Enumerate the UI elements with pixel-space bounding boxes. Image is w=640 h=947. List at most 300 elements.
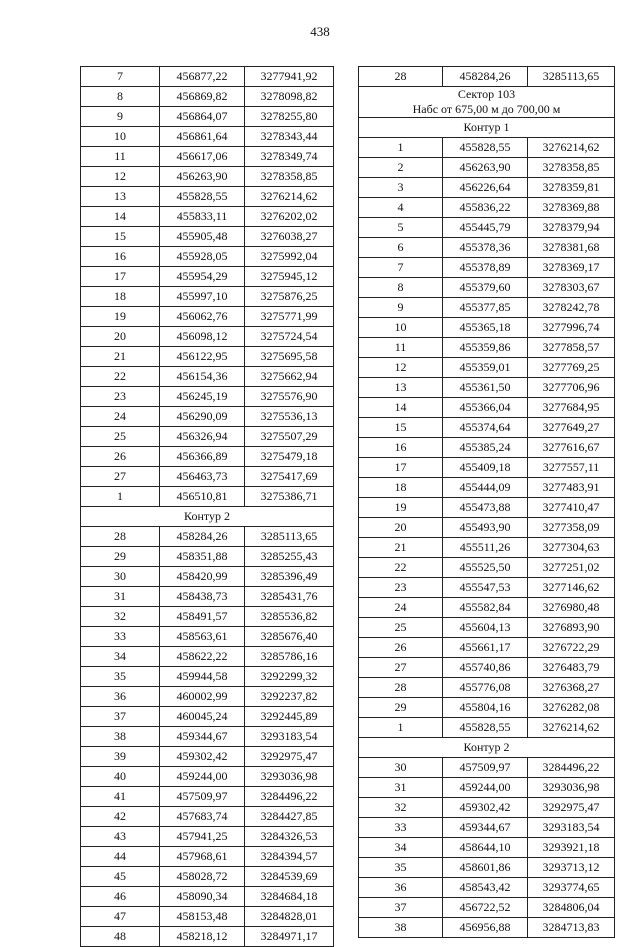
table-row bbox=[81, 767, 334, 787]
table-body-right bbox=[359, 67, 615, 938]
point-number-cell: 14 bbox=[359, 398, 443, 418]
point-number-cell: 21 bbox=[359, 538, 443, 558]
y-coordinate-cell: 3292975,47 bbox=[528, 798, 615, 818]
y-coordinate-cell: 3285396,49 bbox=[245, 567, 334, 587]
y-coordinate-cell: 3285786,16 bbox=[245, 647, 334, 667]
table-row bbox=[359, 878, 615, 898]
table-row bbox=[81, 327, 334, 347]
table-row bbox=[359, 138, 615, 158]
x-coordinate-cell: 456869,82 bbox=[160, 87, 245, 107]
x-coordinate-cell: 456877,22 bbox=[160, 67, 245, 87]
table-row bbox=[359, 318, 615, 338]
point-number-cell: 33 bbox=[81, 627, 160, 647]
y-coordinate-cell: 3275386,71 bbox=[245, 487, 334, 507]
section-header bbox=[359, 118, 615, 138]
x-coordinate-cell: 458622,22 bbox=[160, 647, 245, 667]
x-coordinate-cell: 455377,85 bbox=[443, 298, 528, 318]
point-number-cell: 20 bbox=[359, 518, 443, 538]
table-row bbox=[81, 407, 334, 427]
y-coordinate-cell: 3278359,81 bbox=[528, 178, 615, 198]
table-row bbox=[359, 598, 615, 618]
table-row bbox=[81, 447, 334, 467]
table-row bbox=[359, 898, 615, 918]
point-number-cell: 29 bbox=[359, 698, 443, 718]
x-coordinate-cell: 458153,48 bbox=[160, 907, 245, 927]
x-coordinate-cell: 456098,12 bbox=[160, 327, 245, 347]
x-coordinate-cell: 455525,50 bbox=[443, 558, 528, 578]
point-number-cell: 47 bbox=[81, 907, 160, 927]
point-number-cell: 10 bbox=[359, 318, 443, 338]
point-number-cell: 38 bbox=[81, 727, 160, 747]
table-body-left bbox=[81, 67, 334, 947]
y-coordinate-cell: 3278303,67 bbox=[528, 278, 615, 298]
point-number-cell: 31 bbox=[81, 587, 160, 607]
x-coordinate-cell: 458420,99 bbox=[160, 567, 245, 587]
x-coordinate-cell: 455493,90 bbox=[443, 518, 528, 538]
table-row bbox=[81, 807, 334, 827]
y-coordinate-cell: 3277684,95 bbox=[528, 398, 615, 418]
x-coordinate-cell: 457968,61 bbox=[160, 847, 245, 867]
x-coordinate-cell: 456510,81 bbox=[160, 487, 245, 507]
point-number-cell: 23 bbox=[359, 578, 443, 598]
x-coordinate-cell: 458218,12 bbox=[160, 927, 245, 947]
y-coordinate-cell: 3284326,53 bbox=[245, 827, 334, 847]
y-coordinate-cell: 3276214,62 bbox=[245, 187, 334, 207]
x-coordinate-cell: 458284,26 bbox=[160, 527, 245, 547]
table-row bbox=[81, 687, 334, 707]
table-row bbox=[81, 287, 334, 307]
x-coordinate-cell: 455804,16 bbox=[443, 698, 528, 718]
y-coordinate-cell: 3275576,90 bbox=[245, 387, 334, 407]
x-coordinate-cell: 458028,72 bbox=[160, 867, 245, 887]
point-number-cell: 10 bbox=[81, 127, 160, 147]
table-row bbox=[359, 418, 615, 438]
point-number-cell: 32 bbox=[359, 798, 443, 818]
y-coordinate-cell: 3285676,40 bbox=[245, 627, 334, 647]
y-coordinate-cell: 3285113,65 bbox=[245, 527, 334, 547]
x-coordinate-cell: 455954,29 bbox=[160, 267, 245, 287]
x-coordinate-cell: 458644,10 bbox=[443, 838, 528, 858]
y-coordinate-cell: 3275662,94 bbox=[245, 367, 334, 387]
x-coordinate-cell: 456226,64 bbox=[443, 178, 528, 198]
x-coordinate-cell: 455378,89 bbox=[443, 258, 528, 278]
table-row bbox=[359, 378, 615, 398]
x-coordinate-cell: 455379,60 bbox=[443, 278, 528, 298]
y-coordinate-cell: 3293921,18 bbox=[528, 838, 615, 858]
point-number-cell: 1 bbox=[359, 138, 443, 158]
point-number-cell: 46 bbox=[81, 887, 160, 907]
section-header bbox=[81, 507, 334, 527]
y-coordinate-cell: 3284684,18 bbox=[245, 887, 334, 907]
point-number-cell: 11 bbox=[81, 147, 160, 167]
table-row bbox=[359, 618, 615, 638]
x-coordinate-cell: 455547,53 bbox=[443, 578, 528, 598]
x-coordinate-cell: 460045,24 bbox=[160, 707, 245, 727]
x-coordinate-cell: 459344,67 bbox=[160, 727, 245, 747]
x-coordinate-cell: 457509,97 bbox=[160, 787, 245, 807]
y-coordinate-cell: 3277769,25 bbox=[528, 358, 615, 378]
point-number-cell: 30 bbox=[359, 758, 443, 778]
point-number-cell: 27 bbox=[81, 467, 160, 487]
table-row bbox=[359, 758, 615, 778]
y-coordinate-cell: 3278343,44 bbox=[245, 127, 334, 147]
y-coordinate-cell: 3277649,27 bbox=[528, 418, 615, 438]
point-number-cell: 37 bbox=[81, 707, 160, 727]
point-number-cell: 18 bbox=[359, 478, 443, 498]
point-number-cell: 1 bbox=[81, 487, 160, 507]
y-coordinate-cell: 3293036,98 bbox=[245, 767, 334, 787]
section-header-line: Набс от 675,00 м до 700,00 м bbox=[412, 102, 561, 116]
coordinates-table-right bbox=[358, 66, 615, 938]
x-coordinate-cell: 455997,10 bbox=[160, 287, 245, 307]
x-coordinate-cell: 455836,22 bbox=[443, 198, 528, 218]
table-row bbox=[81, 147, 334, 167]
table-row bbox=[81, 727, 334, 747]
x-coordinate-cell: 459944,58 bbox=[160, 667, 245, 687]
table-row bbox=[359, 198, 615, 218]
table-row bbox=[359, 67, 615, 87]
y-coordinate-cell: 3275876,25 bbox=[245, 287, 334, 307]
y-coordinate-cell: 3277706,96 bbox=[528, 378, 615, 398]
y-coordinate-cell: 3293774,65 bbox=[528, 878, 615, 898]
table-row bbox=[81, 927, 334, 947]
y-coordinate-cell: 3292237,82 bbox=[245, 687, 334, 707]
table-row bbox=[81, 827, 334, 847]
x-coordinate-cell: 455473,88 bbox=[443, 498, 528, 518]
table-row bbox=[81, 247, 334, 267]
point-number-cell: 42 bbox=[81, 807, 160, 827]
y-coordinate-cell: 3277410,47 bbox=[528, 498, 615, 518]
table-row bbox=[359, 218, 615, 238]
x-coordinate-cell: 455374,64 bbox=[443, 418, 528, 438]
y-coordinate-cell: 3275417,69 bbox=[245, 467, 334, 487]
point-number-cell: 18 bbox=[81, 287, 160, 307]
x-coordinate-cell: 455928,05 bbox=[160, 247, 245, 267]
table-row bbox=[359, 538, 615, 558]
y-coordinate-cell: 3293183,54 bbox=[245, 727, 334, 747]
x-coordinate-cell: 459244,00 bbox=[443, 778, 528, 798]
x-coordinate-cell: 455365,18 bbox=[443, 318, 528, 338]
point-number-cell: 24 bbox=[359, 598, 443, 618]
y-coordinate-cell: 3293183,54 bbox=[528, 818, 615, 838]
y-coordinate-cell: 3285113,65 bbox=[528, 67, 615, 87]
x-coordinate-cell: 456062,76 bbox=[160, 307, 245, 327]
table-row bbox=[81, 167, 334, 187]
x-coordinate-cell: 458563,61 bbox=[160, 627, 245, 647]
y-coordinate-cell: 3284713,83 bbox=[528, 918, 615, 938]
point-number-cell: 17 bbox=[359, 458, 443, 478]
section-header bbox=[359, 738, 615, 758]
table-row bbox=[359, 778, 615, 798]
y-coordinate-cell: 3275695,58 bbox=[245, 347, 334, 367]
point-number-cell: 30 bbox=[81, 567, 160, 587]
y-coordinate-cell: 3276483,79 bbox=[528, 658, 615, 678]
point-number-cell: 8 bbox=[81, 87, 160, 107]
x-coordinate-cell: 456864,07 bbox=[160, 107, 245, 127]
table-row bbox=[81, 467, 334, 487]
point-number-cell: 20 bbox=[81, 327, 160, 347]
table-row bbox=[81, 207, 334, 227]
x-coordinate-cell: 455582,84 bbox=[443, 598, 528, 618]
x-coordinate-cell: 459244,00 bbox=[160, 767, 245, 787]
y-coordinate-cell: 3278358,85 bbox=[245, 167, 334, 187]
point-number-cell: 28 bbox=[81, 527, 160, 547]
x-coordinate-cell: 457941,25 bbox=[160, 827, 245, 847]
table-row bbox=[81, 647, 334, 667]
table-row bbox=[81, 567, 334, 587]
y-coordinate-cell: 3278379,94 bbox=[528, 218, 615, 238]
x-coordinate-cell: 456263,90 bbox=[443, 158, 528, 178]
table-row bbox=[81, 387, 334, 407]
table-row bbox=[81, 227, 334, 247]
x-coordinate-cell: 455740,86 bbox=[443, 658, 528, 678]
point-number-cell: 13 bbox=[81, 187, 160, 207]
point-number-cell: 19 bbox=[81, 307, 160, 327]
y-coordinate-cell: 3293713,12 bbox=[528, 858, 615, 878]
point-number-cell: 33 bbox=[359, 818, 443, 838]
point-number-cell: 9 bbox=[81, 107, 160, 127]
x-coordinate-cell: 455359,01 bbox=[443, 358, 528, 378]
x-coordinate-cell: 455444,09 bbox=[443, 478, 528, 498]
page-number: 438 bbox=[310, 24, 330, 39]
table-row bbox=[81, 87, 334, 107]
table-row bbox=[359, 798, 615, 818]
table-row bbox=[81, 307, 334, 327]
section-header-line: Контур 2 bbox=[184, 509, 230, 523]
table-row bbox=[359, 458, 615, 478]
table-row bbox=[81, 847, 334, 867]
y-coordinate-cell: 3278242,78 bbox=[528, 298, 615, 318]
x-coordinate-cell: 455661,17 bbox=[443, 638, 528, 658]
point-number-cell: 15 bbox=[81, 227, 160, 247]
table-row bbox=[359, 838, 615, 858]
table-row bbox=[359, 518, 615, 538]
y-coordinate-cell: 3278358,85 bbox=[528, 158, 615, 178]
point-number-cell: 39 bbox=[81, 747, 160, 767]
table-row bbox=[81, 867, 334, 887]
point-number-cell: 48 bbox=[81, 927, 160, 947]
point-number-cell: 38 bbox=[359, 918, 443, 938]
table-row bbox=[359, 338, 615, 358]
point-number-cell: 28 bbox=[359, 678, 443, 698]
table-row bbox=[81, 267, 334, 287]
point-number-cell: 2 bbox=[359, 158, 443, 178]
point-number-cell: 19 bbox=[359, 498, 443, 518]
y-coordinate-cell: 3276368,27 bbox=[528, 678, 615, 698]
point-number-cell: 3 bbox=[359, 178, 443, 198]
point-number-cell: 34 bbox=[81, 647, 160, 667]
y-coordinate-cell: 3278381,68 bbox=[528, 238, 615, 258]
point-number-cell: 40 bbox=[81, 767, 160, 787]
x-coordinate-cell: 456290,09 bbox=[160, 407, 245, 427]
x-coordinate-cell: 457683,74 bbox=[160, 807, 245, 827]
point-number-cell: 7 bbox=[81, 67, 160, 87]
table-row bbox=[359, 478, 615, 498]
y-coordinate-cell: 3275536,13 bbox=[245, 407, 334, 427]
x-coordinate-cell: 455776,08 bbox=[443, 678, 528, 698]
point-number-cell: 14 bbox=[81, 207, 160, 227]
point-number-cell: 23 bbox=[81, 387, 160, 407]
x-coordinate-cell: 456722,52 bbox=[443, 898, 528, 918]
table-row bbox=[359, 298, 615, 318]
table-row bbox=[81, 127, 334, 147]
y-coordinate-cell: 3276722,29 bbox=[528, 638, 615, 658]
table-row bbox=[81, 427, 334, 447]
x-coordinate-cell: 456154,36 bbox=[160, 367, 245, 387]
x-coordinate-cell: 456122,95 bbox=[160, 347, 245, 367]
table-row bbox=[359, 498, 615, 518]
y-coordinate-cell: 3285431,76 bbox=[245, 587, 334, 607]
section-header-line: Сектор 103 bbox=[457, 87, 516, 101]
table-row bbox=[81, 67, 334, 87]
x-coordinate-cell: 455828,55 bbox=[160, 187, 245, 207]
table-row bbox=[359, 238, 615, 258]
point-number-cell: 35 bbox=[359, 858, 443, 878]
section-header-row bbox=[359, 738, 615, 758]
y-coordinate-cell: 3276202,02 bbox=[245, 207, 334, 227]
y-coordinate-cell: 3276038,27 bbox=[245, 227, 334, 247]
y-coordinate-cell: 3285536,82 bbox=[245, 607, 334, 627]
point-number-cell: 32 bbox=[81, 607, 160, 627]
x-coordinate-cell: 458438,73 bbox=[160, 587, 245, 607]
point-number-cell: 16 bbox=[81, 247, 160, 267]
point-number-cell: 7 bbox=[359, 258, 443, 278]
point-number-cell: 12 bbox=[359, 358, 443, 378]
point-number-cell: 29 bbox=[81, 547, 160, 567]
section-header-row bbox=[81, 507, 334, 527]
table-row bbox=[81, 887, 334, 907]
x-coordinate-cell: 455385,24 bbox=[443, 438, 528, 458]
table-row bbox=[81, 527, 334, 547]
point-number-cell: 25 bbox=[359, 618, 443, 638]
y-coordinate-cell: 3293036,98 bbox=[528, 778, 615, 798]
x-coordinate-cell: 456263,90 bbox=[160, 167, 245, 187]
x-coordinate-cell: 455828,55 bbox=[443, 138, 528, 158]
table-row bbox=[81, 787, 334, 807]
x-coordinate-cell: 456617,06 bbox=[160, 147, 245, 167]
point-number-cell: 22 bbox=[359, 558, 443, 578]
y-coordinate-cell: 3277146,62 bbox=[528, 578, 615, 598]
point-number-cell: 28 bbox=[359, 67, 443, 87]
table-row bbox=[359, 918, 615, 938]
x-coordinate-cell: 455409,18 bbox=[443, 458, 528, 478]
table-row bbox=[359, 818, 615, 838]
y-coordinate-cell: 3278255,80 bbox=[245, 107, 334, 127]
x-coordinate-cell: 456956,88 bbox=[443, 918, 528, 938]
y-coordinate-cell: 3275992,04 bbox=[245, 247, 334, 267]
y-coordinate-cell: 3284496,22 bbox=[528, 758, 615, 778]
table-row bbox=[81, 187, 334, 207]
table-row bbox=[81, 547, 334, 567]
table-row bbox=[359, 578, 615, 598]
point-number-cell: 5 bbox=[359, 218, 443, 238]
point-number-cell: 26 bbox=[359, 638, 443, 658]
table-row bbox=[81, 707, 334, 727]
point-number-cell: 35 bbox=[81, 667, 160, 687]
y-coordinate-cell: 3284806,04 bbox=[528, 898, 615, 918]
table-row bbox=[359, 278, 615, 298]
point-number-cell: 27 bbox=[359, 658, 443, 678]
table-row bbox=[81, 347, 334, 367]
x-coordinate-cell: 455828,55 bbox=[443, 718, 528, 738]
x-coordinate-cell: 456245,19 bbox=[160, 387, 245, 407]
table-row bbox=[359, 658, 615, 678]
y-coordinate-cell: 3284496,22 bbox=[245, 787, 334, 807]
y-coordinate-cell: 3277304,63 bbox=[528, 538, 615, 558]
table-row bbox=[359, 718, 615, 738]
point-number-cell: 45 bbox=[81, 867, 160, 887]
x-coordinate-cell: 455361,50 bbox=[443, 378, 528, 398]
x-coordinate-cell: 456366,89 bbox=[160, 447, 245, 467]
y-coordinate-cell: 3277358,09 bbox=[528, 518, 615, 538]
y-coordinate-cell: 3275479,18 bbox=[245, 447, 334, 467]
point-number-cell: 43 bbox=[81, 827, 160, 847]
point-number-cell: 13 bbox=[359, 378, 443, 398]
y-coordinate-cell: 3292299,32 bbox=[245, 667, 334, 687]
y-coordinate-cell: 3275771,99 bbox=[245, 307, 334, 327]
y-coordinate-cell: 3277251,02 bbox=[528, 558, 615, 578]
x-coordinate-cell: 456861,64 bbox=[160, 127, 245, 147]
y-coordinate-cell: 3284971,17 bbox=[245, 927, 334, 947]
point-number-cell: 25 bbox=[81, 427, 160, 447]
x-coordinate-cell: 458351,88 bbox=[160, 547, 245, 567]
y-coordinate-cell: 3277616,67 bbox=[528, 438, 615, 458]
x-coordinate-cell: 459344,67 bbox=[443, 818, 528, 838]
x-coordinate-cell: 455604,13 bbox=[443, 618, 528, 638]
y-coordinate-cell: 3276893,90 bbox=[528, 618, 615, 638]
x-coordinate-cell: 458284,26 bbox=[443, 67, 528, 87]
y-coordinate-cell: 3284539,69 bbox=[245, 867, 334, 887]
section-header bbox=[359, 87, 615, 118]
table-row bbox=[81, 667, 334, 687]
x-coordinate-cell: 459302,42 bbox=[443, 798, 528, 818]
table-row bbox=[359, 858, 615, 878]
y-coordinate-cell: 3276282,08 bbox=[528, 698, 615, 718]
point-number-cell: 12 bbox=[81, 167, 160, 187]
point-number-cell: 36 bbox=[359, 878, 443, 898]
point-number-cell: 34 bbox=[359, 838, 443, 858]
x-coordinate-cell: 455445,79 bbox=[443, 218, 528, 238]
section-header-line: Контур 2 bbox=[463, 740, 510, 754]
x-coordinate-cell: 455366,04 bbox=[443, 398, 528, 418]
x-coordinate-cell: 455833,11 bbox=[160, 207, 245, 227]
y-coordinate-cell: 3275724,54 bbox=[245, 327, 334, 347]
table-row bbox=[81, 487, 334, 507]
y-coordinate-cell: 3275945,12 bbox=[245, 267, 334, 287]
point-number-cell: 36 bbox=[81, 687, 160, 707]
point-number-cell: 8 bbox=[359, 278, 443, 298]
x-coordinate-cell: 457509,97 bbox=[443, 758, 528, 778]
point-number-cell: 41 bbox=[81, 787, 160, 807]
point-number-cell: 11 bbox=[359, 338, 443, 358]
y-coordinate-cell: 3278369,88 bbox=[528, 198, 615, 218]
table-row bbox=[81, 907, 334, 927]
point-number-cell: 6 bbox=[359, 238, 443, 258]
y-coordinate-cell: 3292975,47 bbox=[245, 747, 334, 767]
y-coordinate-cell: 3277858,57 bbox=[528, 338, 615, 358]
table-row bbox=[359, 638, 615, 658]
table-row bbox=[359, 698, 615, 718]
point-number-cell: 17 bbox=[81, 267, 160, 287]
point-number-cell: 44 bbox=[81, 847, 160, 867]
x-coordinate-cell: 458601,86 bbox=[443, 858, 528, 878]
table-row bbox=[81, 607, 334, 627]
y-coordinate-cell: 3285255,43 bbox=[245, 547, 334, 567]
table-row bbox=[359, 438, 615, 458]
section-header-line: Контур 1 bbox=[463, 120, 510, 134]
table-row bbox=[359, 398, 615, 418]
table-row bbox=[359, 258, 615, 278]
